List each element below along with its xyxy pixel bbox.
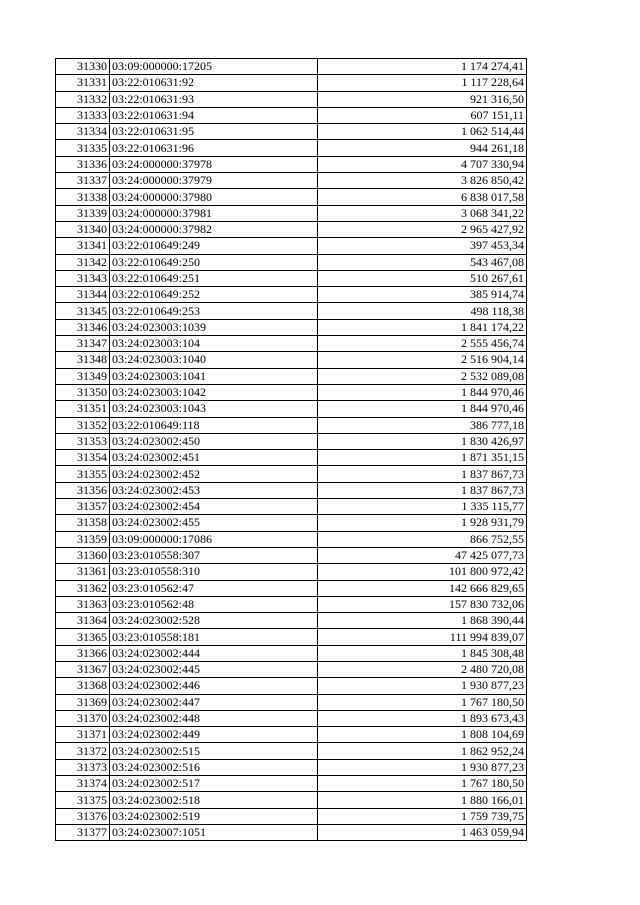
row-number-cell: 31331: [56, 75, 110, 91]
row-number-cell: 31361: [56, 564, 110, 580]
cadastral-number-cell: 03:24:023002:452: [110, 466, 318, 482]
row-number-cell: 31354: [56, 450, 110, 466]
row-number-cell: 31377: [56, 824, 110, 840]
cadastral-number-cell: 03:22:010631:96: [110, 140, 318, 156]
row-number-cell: 31350: [56, 384, 110, 400]
table-row: [56, 270, 527, 286]
cadastral-number-cell: 03:22:010631:95: [110, 124, 318, 140]
row-number-cell: 31369: [56, 694, 110, 710]
row-number-cell: 31357: [56, 499, 110, 515]
value-cell: 2 480 720,08: [318, 661, 527, 677]
table-row: [56, 433, 527, 449]
cadastral-number-cell: 03:24:023002:515: [110, 743, 318, 759]
value-cell: 111 994 839,07: [318, 629, 527, 645]
value-cell: 1 893 673,43: [318, 710, 527, 726]
cadastral-number-cell: 03:24:000000:37979: [110, 173, 318, 189]
table-row: [56, 91, 527, 107]
row-number-cell: 31372: [56, 743, 110, 759]
table-row: [56, 336, 527, 352]
value-cell: 498 118,38: [318, 303, 527, 319]
table-row: [56, 352, 527, 368]
cadastral-number-cell: 03:22:010649:251: [110, 270, 318, 286]
table-row: [56, 450, 527, 466]
table-row: [56, 710, 527, 726]
cadastral-number-cell: 03:22:010631:94: [110, 107, 318, 123]
row-number-cell: 31346: [56, 319, 110, 335]
cadastral-number-cell: 03:24:023002:445: [110, 661, 318, 677]
row-number-cell: 31336: [56, 156, 110, 172]
cadastral-number-cell: 03:23:010562:47: [110, 580, 318, 596]
value-cell: 157 830 732,06: [318, 596, 527, 612]
value-cell: 142 666 829,65: [318, 580, 527, 596]
row-number-cell: 31355: [56, 466, 110, 482]
cadastral-number-cell: 03:24:000000:37982: [110, 221, 318, 237]
value-cell: 1 837 867,73: [318, 482, 527, 498]
cadastral-number-cell: 03:24:023002:455: [110, 515, 318, 531]
cadastral-number-cell: 03:24:000000:37981: [110, 205, 318, 221]
row-number-cell: 31341: [56, 238, 110, 254]
row-number-cell: 31352: [56, 417, 110, 433]
value-cell: 1 759 739,75: [318, 808, 527, 824]
table-row: [56, 368, 527, 384]
cadastral-number-cell: 03:24:023003:1040: [110, 352, 318, 368]
row-number-cell: 31339: [56, 205, 110, 221]
cadastral-number-cell: 03:24:023002:528: [110, 613, 318, 629]
row-number-cell: 31333: [56, 107, 110, 123]
row-number-cell: 31332: [56, 91, 110, 107]
row-number-cell: 31335: [56, 140, 110, 156]
cadastral-number-cell: 03:24:023002:517: [110, 776, 318, 792]
cadastral-number-cell: 03:22:010649:250: [110, 254, 318, 270]
table-row: [56, 173, 527, 189]
table-row: [56, 59, 527, 75]
cadastral-number-cell: 03:09:000000:17086: [110, 531, 318, 547]
table-row: [56, 417, 527, 433]
row-number-cell: 31349: [56, 368, 110, 384]
row-number-cell: 31353: [56, 433, 110, 449]
table-row: [56, 613, 527, 629]
table-row: [56, 596, 527, 612]
value-cell: 1 844 970,46: [318, 401, 527, 417]
value-cell: 1 117 228,64: [318, 75, 527, 91]
value-cell: 1 871 351,15: [318, 450, 527, 466]
value-cell: 2 965 427,92: [318, 221, 527, 237]
table-row: [56, 75, 527, 91]
cadastral-number-cell: 03:09:000000:17205: [110, 59, 318, 75]
cadastral-number-cell: 03:22:010631:92: [110, 75, 318, 91]
value-cell: 866 752,55: [318, 531, 527, 547]
row-number-cell: 31338: [56, 189, 110, 205]
value-cell: 3 068 341,22: [318, 205, 527, 221]
table-row: [56, 254, 527, 270]
table-row: [56, 221, 527, 237]
value-cell: 1 767 180,50: [318, 694, 527, 710]
table-row: [56, 547, 527, 563]
table-row: [56, 499, 527, 515]
row-number-cell: 31367: [56, 661, 110, 677]
value-cell: 1 844 970,46: [318, 384, 527, 400]
row-number-cell: 31337: [56, 173, 110, 189]
value-cell: 385 914,74: [318, 287, 527, 303]
row-number-cell: 31373: [56, 759, 110, 775]
row-number-cell: 31365: [56, 629, 110, 645]
row-number-cell: 31370: [56, 710, 110, 726]
cadastral-number-cell: 03:24:023003:1039: [110, 319, 318, 335]
cadastral-number-cell: 03:24:023003:1043: [110, 401, 318, 417]
cadastral-number-cell: 03:24:023002:446: [110, 678, 318, 694]
table-row: [56, 238, 527, 254]
cadastral-number-cell: 03:23:010562:48: [110, 596, 318, 612]
table-row: [56, 564, 527, 580]
table-row: [56, 645, 527, 661]
value-cell: 2 555 456,74: [318, 336, 527, 352]
value-cell: 944 261,18: [318, 140, 527, 156]
table-row: [56, 776, 527, 792]
cadastral-number-cell: 03:22:010649:252: [110, 287, 318, 303]
row-number-cell: 31334: [56, 124, 110, 140]
cadastral-number-cell: 03:24:023007:1051: [110, 824, 318, 840]
row-number-cell: 31342: [56, 254, 110, 270]
cadastral-number-cell: 03:23:010558:310: [110, 564, 318, 580]
table-row: [56, 140, 527, 156]
row-number-cell: 31348: [56, 352, 110, 368]
table-row: [56, 727, 527, 743]
value-cell: 1 862 952,24: [318, 743, 527, 759]
value-cell: 1 837 867,73: [318, 466, 527, 482]
table-row: [56, 808, 527, 824]
cadastral-number-cell: 03:24:023003:104: [110, 336, 318, 352]
table-row: [56, 531, 527, 547]
row-number-cell: 31340: [56, 221, 110, 237]
value-cell: 3 826 850,42: [318, 173, 527, 189]
cadastral-number-cell: 03:24:000000:37980: [110, 189, 318, 205]
value-cell: 543 467,08: [318, 254, 527, 270]
row-number-cell: 31359: [56, 531, 110, 547]
row-number-cell: 31358: [56, 515, 110, 531]
cadastral-number-cell: 03:24:023002:449: [110, 727, 318, 743]
value-cell: 1 463 059,94: [318, 824, 527, 840]
value-cell: 1 174 274,41: [318, 59, 527, 75]
value-cell: 1 767 180,50: [318, 776, 527, 792]
value-cell: 1 808 104,69: [318, 727, 527, 743]
cadastral-number-cell: 03:22:010631:93: [110, 91, 318, 107]
table-row: [56, 319, 527, 335]
value-cell: 4 707 330,94: [318, 156, 527, 172]
row-number-cell: 31343: [56, 270, 110, 286]
table-row: [56, 759, 527, 775]
cadastral-number-cell: 03:22:010649:118: [110, 417, 318, 433]
value-cell: 101 800 972,42: [318, 564, 527, 580]
cadastral-number-cell: 03:23:010558:181: [110, 629, 318, 645]
cadastral-number-cell: 03:22:010649:249: [110, 238, 318, 254]
table-row: [56, 124, 527, 140]
row-number-cell: 31356: [56, 482, 110, 498]
table-row: [56, 401, 527, 417]
cadastral-number-cell: 03:24:023002:448: [110, 710, 318, 726]
table-row: [56, 824, 527, 840]
cadastral-number-cell: 03:24:023002:516: [110, 759, 318, 775]
value-cell: 1 841 174,22: [318, 319, 527, 335]
value-cell: 607 151,11: [318, 107, 527, 123]
value-cell: 510 267,61: [318, 270, 527, 286]
value-cell: 6 838 017,58: [318, 189, 527, 205]
table-row: [56, 694, 527, 710]
cadastral-number-cell: 03:24:023003:1041: [110, 368, 318, 384]
row-number-cell: 31366: [56, 645, 110, 661]
table-row: [56, 189, 527, 205]
value-cell: 1 930 877,23: [318, 759, 527, 775]
table-row: [56, 515, 527, 531]
table-row: [56, 678, 527, 694]
row-number-cell: 31330: [56, 59, 110, 75]
cadastral-number-cell: 03:24:023002:444: [110, 645, 318, 661]
cadastral-number-cell: 03:22:010649:253: [110, 303, 318, 319]
value-cell: 2 516 904,14: [318, 352, 527, 368]
row-number-cell: 31371: [56, 727, 110, 743]
value-cell: 1 335 115,77: [318, 499, 527, 515]
row-number-cell: 31345: [56, 303, 110, 319]
value-cell: 921 316,50: [318, 91, 527, 107]
cadastral-number-cell: 03:24:023002:451: [110, 450, 318, 466]
cadastral-number-cell: 03:23:010558:307: [110, 547, 318, 563]
table-row: [56, 580, 527, 596]
table-row: [56, 303, 527, 319]
value-cell: 386 777,18: [318, 417, 527, 433]
row-number-cell: 31362: [56, 580, 110, 596]
cadastral-number-cell: 03:24:023003:1042: [110, 384, 318, 400]
cadastral-number-cell: 03:24:000000:37978: [110, 156, 318, 172]
table-row: [56, 205, 527, 221]
table-row: [56, 107, 527, 123]
value-cell: 1 830 426,97: [318, 433, 527, 449]
table-row: [56, 792, 527, 808]
cadastral-number-cell: 03:24:023002:450: [110, 433, 318, 449]
value-cell: 2 532 089,08: [318, 368, 527, 384]
row-number-cell: 31374: [56, 776, 110, 792]
value-cell: 1 880 166,01: [318, 792, 527, 808]
cadastral-number-cell: 03:24:023002:447: [110, 694, 318, 710]
row-number-cell: 31376: [56, 808, 110, 824]
table-body: [56, 59, 527, 841]
cadastral-number-cell: 03:24:023002:453: [110, 482, 318, 498]
value-cell: 397 453,34: [318, 238, 527, 254]
value-cell: 1 930 877,23: [318, 678, 527, 694]
row-number-cell: 31344: [56, 287, 110, 303]
row-number-cell: 31364: [56, 613, 110, 629]
table-row: [56, 466, 527, 482]
row-number-cell: 31363: [56, 596, 110, 612]
row-number-cell: 31368: [56, 678, 110, 694]
row-number-cell: 31375: [56, 792, 110, 808]
value-cell: 1 928 931,79: [318, 515, 527, 531]
table-row: [56, 384, 527, 400]
table-row: [56, 287, 527, 303]
cadastral-number-cell: 03:24:023002:518: [110, 792, 318, 808]
row-number-cell: 31351: [56, 401, 110, 417]
value-cell: 47 425 077,73: [318, 547, 527, 563]
value-cell: 1 062 514,44: [318, 124, 527, 140]
row-number-cell: 31360: [56, 547, 110, 563]
row-number-cell: 31347: [56, 336, 110, 352]
table-row: [56, 661, 527, 677]
table-row: [56, 743, 527, 759]
cadastral-number-cell: 03:24:023002:519: [110, 808, 318, 824]
table-row: [56, 482, 527, 498]
table-row: [56, 156, 527, 172]
cadastre-value-table: [55, 58, 527, 841]
value-cell: 1 845 308,48: [318, 645, 527, 661]
cadastral-number-cell: 03:24:023002:454: [110, 499, 318, 515]
table-row: [56, 629, 527, 645]
value-cell: 1 868 390,44: [318, 613, 527, 629]
